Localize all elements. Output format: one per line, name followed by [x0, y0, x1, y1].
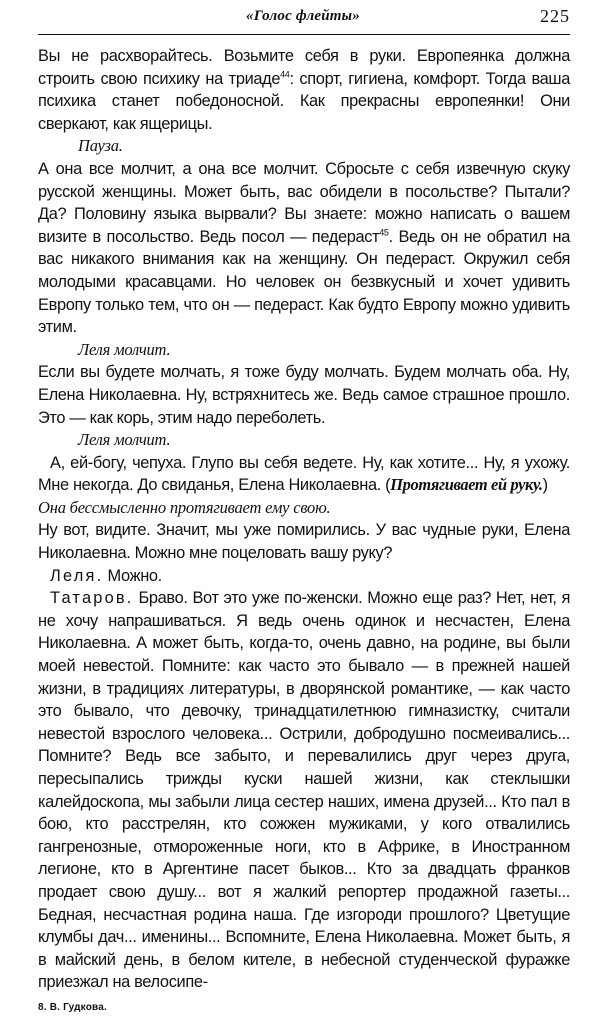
- dialogue-line-tatarov: [38, 587, 570, 994]
- paragraph-1-text-b: : спорт, гигиена, комфорт. Тогда ваша психика станет победоносной. Как прекрасны европеянки! Они сверкают, как ящерицы.: [38, 69, 570, 133]
- stage-direction-pause: Пауза.: [78, 136, 123, 156]
- signature-mark: 8. В. Гудкова.: [38, 1002, 107, 1013]
- paragraph-2-text-b: . Ведь он не обратил на вас никакого внимания как на женщину. Он педераст. Окружил себя молодыми красавцами. Но человек он безвкусный и хочет удивить Европу только тем, что он — педераст. Как будто Европу можно удивить этим.: [38, 227, 571, 337]
- stage-direction-lelya-silent-1: Леля молчит.: [78, 339, 171, 359]
- running-header: [38, 4, 570, 35]
- footnote-ref-44: 44: [280, 69, 290, 80]
- book-page: [38, 0, 570, 1024]
- stage-direction-lelya-silent-2: Леля молчит.: [78, 430, 171, 450]
- dialogue-text-lelya: Можно.: [103, 566, 162, 585]
- paragraph-1: [38, 45, 570, 135]
- paragraph-2: [38, 158, 570, 339]
- stage-direction-hand: Она бессмысленно протягивает ему свою.: [38, 497, 331, 517]
- speaker-name-lelya: Леля.: [50, 566, 104, 585]
- dialogue-line-lelya: [38, 565, 570, 588]
- paragraph-1-text-a: Вы не расхворайтесь. Возьмите себя в руки. Европеянка должна строить свою психику на триаде: [38, 47, 570, 88]
- running-title: «Голос флейты»: [246, 8, 360, 24]
- play-text: [38, 45, 570, 994]
- paragraph-3: Если вы будете молчать, я тоже буду молчать. Будем молчать оба. Ну, Елена Николаевна. Ну, встряхнитесь же. Ведь самое страшное прошло. Это — как корь, этим надо переболеть.: [38, 363, 570, 427]
- dialogue-text-tatarov: Браво. Вот это уже по-женски. Можно еще раз? Нет, нет, я не хочу напрашиваться. Я ведь очень одинок и несчастен, Елена Николаевна. А может быть, когда-то, очень давно, на родине, вы были моей невестой. Помните: как часто это бывало — в прежней нашей жизни, в традициях литературы, в дворянской романтике, — как часто это бывало, что девочку, тринадцатилетнюю гимназистку, считали невестой взрослого человека... Острили, добродушно посмеивались... Помните? Ведь все забыто, и перевалились друг через друга, пересыпались трижды куски нашей жизни, как стеклышки калейдоскопа, мы забыли лица сестер наших, имена друзей... Кто пал в бою, кто расстрелян, кто сожжен мужиками, у кого отвалились гангренозные, отмороженные ноги, кто в Африке, в Иностранном легионе, кто в Аргентине пасет быков... Кто за двадцать франков продает свою душу... вот я жалкий репортер продажной газеты... Бедная, несчастная родина наша. Где изгороди прошлого? Цветущие клумбы дач... именины... Вспомните, Елена Николаевна. Может быть, я в майский день, в белом кителе, в небесной студенческой фуражке приезжал на велосипе-: [38, 589, 570, 992]
- footnote-ref-45: 45: [379, 227, 389, 238]
- paragraph-5: Ну вот, видите. Значит, мы уже помирились. У вас чудные руки, Елена Николаевна. Можно мне поцеловать вашу руку?: [38, 521, 570, 563]
- inline-stage-direction: Протягивает ей руку.: [390, 475, 543, 495]
- page-number: 225: [540, 6, 570, 26]
- paragraph-4: [38, 452, 570, 497]
- paragraph-2-text-a: А она все молчит, а она все молчит. Сбросьте с себя извечную скуку русской женщины. Может быть, вас обидели в посольстве? Пытали? Да? Половину языка вырвали? Вы знаете: можно написать о вашем визите в посольство. Ведь посол — педераст: [38, 159, 570, 246]
- paragraph-4-text-b: ): [542, 476, 548, 495]
- paragraph-4-text-a: А, ей-богу, чепуха. Глупо вы себя ведете. Ну, как хотите... Ну, я ухожу. Мне некогда. До свиданья, Елена Николаевна. (: [38, 453, 570, 495]
- speaker-name-tatarov: Татаров.: [50, 589, 134, 608]
